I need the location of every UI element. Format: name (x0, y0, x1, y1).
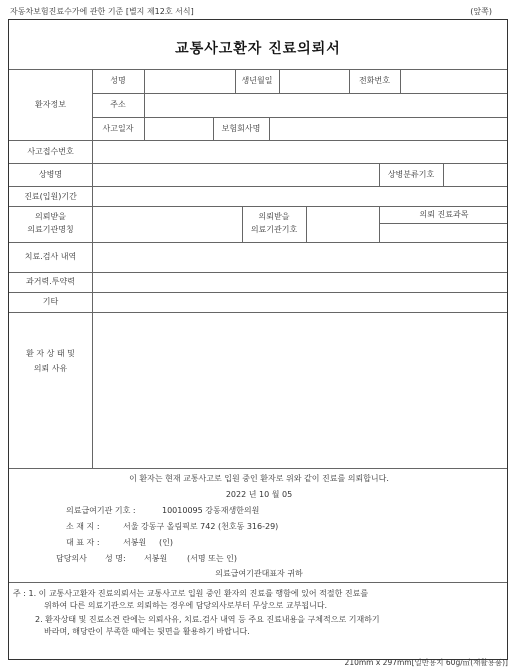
institution-address-label: 소 재 지 : (66, 522, 100, 531)
grid-line (9, 292, 507, 293)
grid-line (400, 69, 401, 93)
grid-line (9, 468, 507, 469)
doctor-name-label: 성 명: (105, 554, 126, 563)
institution-address-value: 서울 강동구 올림픽로 742 (천호동 316-29) (123, 522, 279, 531)
declaration-date: 2022 년 10 월 05 (225, 490, 293, 499)
grid-line (269, 117, 270, 140)
hospital-code-label-2: 의료기관기호 (250, 225, 298, 234)
grid-line (9, 69, 507, 70)
grid-line (279, 69, 280, 93)
hospital-code-label-1: 의뢰받을 (258, 212, 290, 221)
phone-label: 전화번호 (359, 76, 390, 85)
page-side-label: (앞쪽) (470, 7, 492, 16)
addressee: 의료급여기관대표자 귀하 (215, 569, 303, 578)
dept-label: 의뢰 진료과목 (419, 210, 469, 219)
grid-line (9, 206, 507, 207)
birth-label: 생년월일 (241, 76, 273, 85)
grid-line (9, 140, 507, 141)
paper-spec-footer: 210mm x 297mm[일반용지 60g/㎡(재활용품)] (344, 658, 508, 667)
doctor-label: 담당의사 (56, 554, 87, 563)
insurer-label: 보험회사명 (221, 124, 261, 133)
grid-line (9, 272, 507, 273)
treatment-label: 치료.검사 내역 (24, 252, 77, 261)
grid-line (9, 312, 507, 313)
etc-label: 기타 (42, 297, 59, 306)
accident-no-label: 사고접수번호 (27, 147, 74, 156)
regulation-header: 자동차보험진료수가에 관한 기준 [별지 제12호 서식] (10, 7, 194, 16)
status-label-1: 환 자 상 태 및 (26, 349, 75, 358)
grid-line (9, 163, 507, 164)
grid-line (92, 117, 507, 118)
doctor-sign: (서명 또는 인) (187, 554, 237, 563)
disease-label: 상병명 (38, 170, 63, 179)
grid-line (144, 69, 145, 140)
address-label: 주소 (110, 100, 126, 109)
patient-info-label: 환자정보 (35, 100, 66, 109)
status-label-2: 의뢰 사유 (33, 364, 68, 373)
name-label: 성명 (110, 76, 126, 85)
grid-line (9, 582, 507, 583)
note-2-line-1: 2. 환자상태 및 진료소견 란에는 의뢰사유, 치료.검사 내역 등 주요 진료내용을 구체적으로 기재하기 (35, 615, 380, 624)
doctor-name: 서봉원 (144, 554, 168, 563)
representative-name: 서봉원 (123, 538, 147, 547)
referral-form (8, 19, 508, 660)
hospital-name-label-1: 의뢰받을 (35, 212, 66, 221)
grid-line (379, 223, 507, 224)
hospital-name-label-2: 의료기관명칭 (27, 225, 74, 234)
grid-line (92, 312, 93, 468)
grid-line (9, 242, 507, 243)
note-1-line-2: 위하여 다른 의료기관으로 의뢰하는 경우에 담당의사로부터 무상으로 교부됩니다. (44, 601, 328, 610)
grid-line (306, 206, 307, 242)
note-2-line-2: 바라며, 해당란이 부족한 때에는 뒷면을 활용하기 바랍니다. (44, 627, 250, 636)
form-title: 교통사고환자 진료의뢰서 (175, 41, 341, 57)
period-label: 진료(입원)기간 (24, 192, 77, 201)
institution-code-label: 의료급여기관 기호 : (66, 506, 136, 515)
grid-line (92, 93, 507, 94)
accident-date-label: 사고일자 (102, 124, 134, 133)
institution-code-value: 10010095 강동재생한의원 (162, 506, 260, 515)
representative-seal: (인) (159, 538, 173, 547)
representative-label: 대 표 자 : (66, 538, 100, 547)
history-label: 과거력.투약력 (26, 277, 75, 286)
grid-line (9, 186, 507, 187)
note-1-line-1: 주 : 1. 이 교통사고환자 진료의뢰서는 교통사고로 입원 중인 환자의 진료를 행함에 있어 적절한 진료를 (13, 589, 369, 598)
declaration-statement: 이 환자는 현재 교통사고로 입원 중인 환자로 위와 같이 진료를 의뢰합니다. (129, 474, 389, 483)
disease-code-label: 상병분류기호 (387, 170, 435, 179)
grid-line (443, 163, 444, 186)
